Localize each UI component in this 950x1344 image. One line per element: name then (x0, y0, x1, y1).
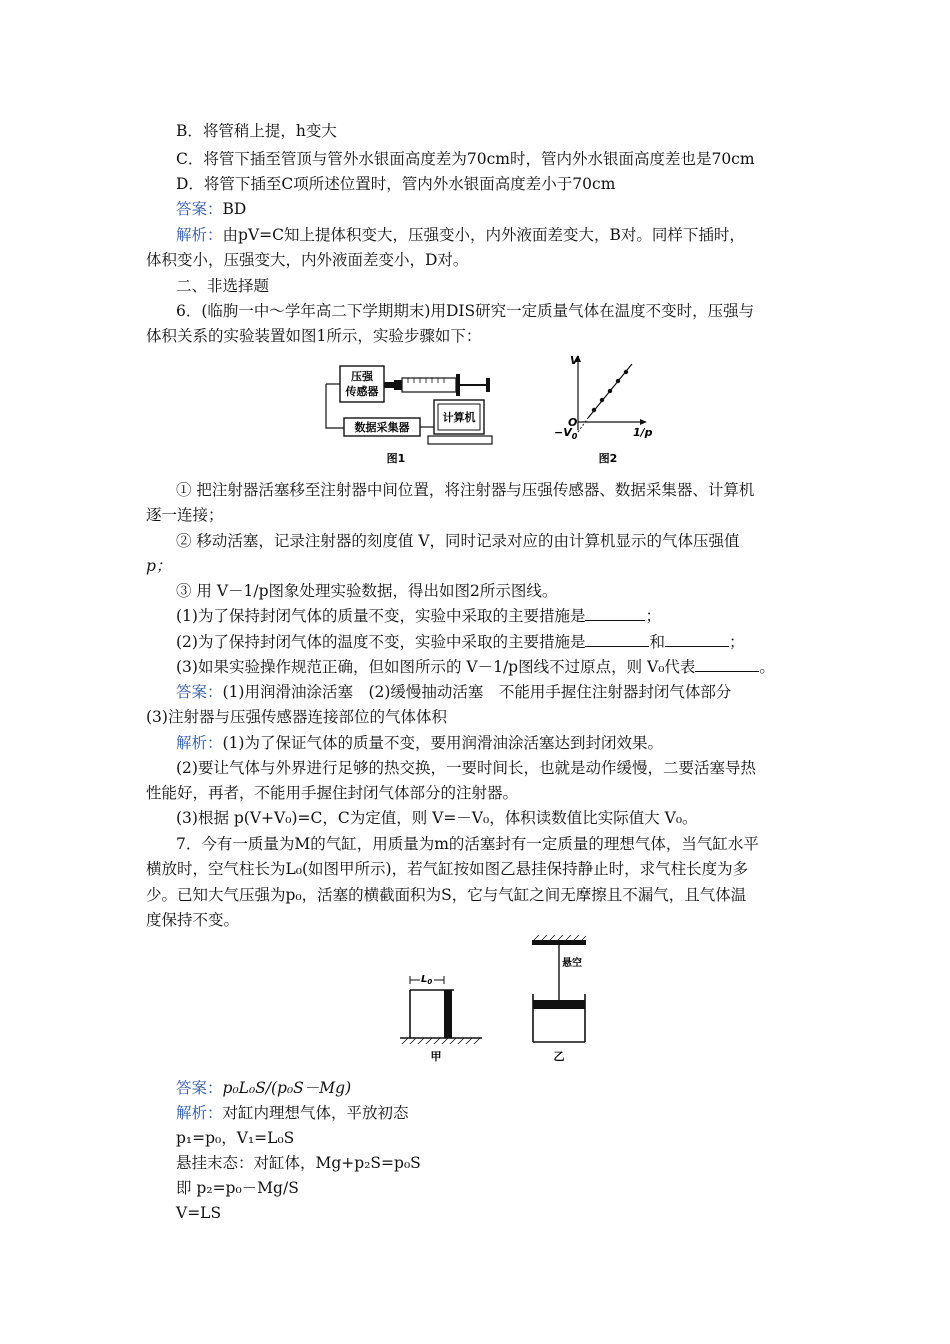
data-point (608, 389, 612, 393)
analysis-text: (1)为了保证气体的质量不变，要用润滑油涂活塞达到封闭效果。 (222, 734, 663, 752)
figure-2-graph (548, 352, 658, 468)
sensor-connector (384, 382, 394, 388)
q6-analysis-line-2: (2)要让气体与外界进行足够的热交换，一要时间长，也就是动作缓慢，二要活塞导热 (176, 759, 756, 777)
answer-label: 答案： (176, 1079, 223, 1097)
q7-analysis-line-5: V=LS (176, 1204, 222, 1222)
collector-label: 数据采集器 (354, 421, 410, 434)
intercept-text: −V (554, 426, 572, 439)
answer-label: 答案： (176, 683, 223, 701)
length-subscript: 0 (427, 978, 433, 986)
sub-question-3 (176, 657, 775, 677)
piston-a (444, 990, 452, 1038)
x-axis-arrow (640, 419, 647, 425)
q6-stem-line-2: 体积关系的实验装置如图1所示，实验步骤如下： (146, 327, 482, 345)
step-1-line-1: ① 把注射器活塞移至注射器中间位置，将注射器与压强传感器、数据采集器、计算机 (176, 481, 755, 499)
sub2-end: ； (728, 633, 745, 651)
figure-2-caption: 图2 (598, 452, 618, 465)
q7-analysis-line-1 (176, 1103, 409, 1123)
q7-stem-line-1: 7．今有一质量为M的气缸，用质量为m的活塞封有一定质量的理想气体，当气缸水平 (176, 835, 759, 853)
option-b: B．将管稍上提，h变大 (176, 122, 337, 140)
q7-analysis-line-4: 即 p₂=p₀－Mg/S (176, 1179, 299, 1197)
q6-analysis-line-1 (176, 733, 663, 753)
ground-hatch (402, 1038, 480, 1044)
data-point (600, 398, 604, 402)
computer-label: 计算机 (442, 411, 476, 424)
step-1-line-2: 逐一连接； (146, 506, 224, 524)
q7-stem-line-2: 横放时，空气柱长为L₀(如图甲所示)，若气缸按如图乙悬挂保持静止时，求气柱长度为多 (146, 860, 749, 878)
data-point (592, 408, 596, 412)
y-axis-label: V (570, 354, 579, 367)
sub1-text: (1)为了保持封闭气体的质量不变，实验中采取的主要措施是 (176, 607, 586, 625)
q6-analysis-line-3: 性能好，再者，不能用手握住封闭气体部分的注射器。 (146, 784, 519, 802)
analysis-text: 由pV=C知上提体积变大，压强变小，内外液面差变大，B对。同样下插时， (222, 226, 745, 244)
step-2-line-2: p； (146, 557, 172, 575)
q5-analysis-line-1 (176, 225, 745, 245)
hang-label: 悬空 (562, 958, 582, 969)
q7-stem-line-3: 少。已知大气压强为p₀，活塞的横截面积为S，它与气缸之间无摩擦且不漏气，且气体温 (146, 886, 747, 904)
figure-1-caption: 图1 (386, 452, 406, 465)
step-3: ③ 用 V－1/p图象处理实验数据，得出如图2所示图线。 (176, 582, 558, 600)
sub3-text: (3)如果实验操作规范正确，但如图所示的 V－1/p图线不过原点，则 V₀代表 (176, 658, 696, 676)
answer-blank[interactable] (665, 632, 729, 647)
q6-answer-line-2: (3)注射器与压强传感器连接部位的气体体积 (146, 708, 447, 726)
syringe-flange (456, 374, 460, 396)
q6-stem-line-1: 6．(临朐一中～学年高二下学期期末)用DIS研究一定质量气体在温度不变时，压强与 (176, 302, 755, 320)
answer-label: 答案： (176, 200, 223, 218)
ceiling-hatch (534, 935, 586, 940)
sub2-mid: 和 (649, 633, 665, 651)
origin-label: O (568, 416, 578, 429)
step-2-line-1: ② 移动活塞，记录注射器的刻度值 V，同时记录对应的由计算机显示的气体压强值 (176, 532, 740, 550)
plunger-handle (486, 378, 490, 392)
length-text: L (421, 974, 428, 985)
syringe-tip (394, 380, 402, 390)
analysis-label: 解析： (176, 1104, 223, 1122)
q6-answer-line-1 (176, 682, 731, 702)
data-point (616, 379, 620, 383)
extrapolated-line (578, 418, 588, 432)
q7-analysis-line-3: 悬挂末态：对缸体，Mg+p₂S=p₀S (176, 1154, 421, 1172)
answer-text: BD (222, 200, 247, 218)
q7-answer (176, 1078, 351, 1098)
figure-1-apparatus (320, 356, 502, 466)
section-heading: 二、非选择题 (176, 277, 270, 295)
analysis-text: 对缸内理想气体，平放初态 (222, 1104, 409, 1122)
sub-question-1 (176, 606, 661, 626)
answer-blank[interactable] (695, 657, 759, 672)
cylinder-horizontal (400, 972, 482, 1063)
sub-question-2 (176, 632, 745, 652)
piston-b (533, 1000, 585, 1009)
answer-blank[interactable] (585, 632, 649, 647)
ceiling (532, 940, 586, 945)
answer-text: p₀L₀S/(p₀S－Mg) (222, 1079, 352, 1097)
option-d: D．将管下插至C项所述位置时，管内外水银面高度差小于70cm (176, 175, 616, 193)
q5-analysis-line-2: 体积变小，压强变大，内外液面差变小，D对。 (146, 251, 469, 269)
caption-a: 甲 (430, 1050, 442, 1063)
answer-blank[interactable] (585, 606, 645, 621)
sub2-text: (2)为了保持封闭气体的温度不变，实验中采取的主要措施是 (176, 633, 586, 651)
sensor-label-1: 压强 (351, 370, 373, 383)
answer-text: (1)用润滑油涂活塞 (2)缓慢抽动活塞 不能用手握住注射器封闭气体部分 (222, 683, 732, 701)
analysis-label: 解析： (176, 734, 223, 752)
sub1-end: ； (645, 607, 661, 625)
sensor-label-2: 传感器 (345, 385, 379, 398)
analysis-label: 解析： (176, 226, 223, 244)
caption-b: 乙 (553, 1050, 565, 1063)
computer-base (428, 436, 492, 444)
q7-stem-line-4: 度保持不变。 (146, 911, 240, 929)
option-c: C．将管下插至管顶与管外水银面高度差为70cm时，管内外水银面高度差也是70cm (176, 150, 755, 168)
data-point (624, 370, 628, 374)
q7-analysis-line-2: p₁=p₀，V₁=L₀S (176, 1129, 295, 1147)
syringe-barrel (402, 378, 456, 392)
intercept-subscript: 0 (571, 432, 578, 441)
figure-cylinders (396, 934, 596, 1064)
sub3-end: 。 (759, 658, 775, 676)
x-axis-label: 1/p (633, 426, 653, 439)
q6-analysis-line-4: (3)根据 p(V+V₀)=C，C为定值，则 V=－V₀，体积读数值比实际值大 V₀。 (176, 809, 698, 827)
q5-answer (176, 199, 246, 219)
cylinder-hanging (532, 935, 586, 1063)
